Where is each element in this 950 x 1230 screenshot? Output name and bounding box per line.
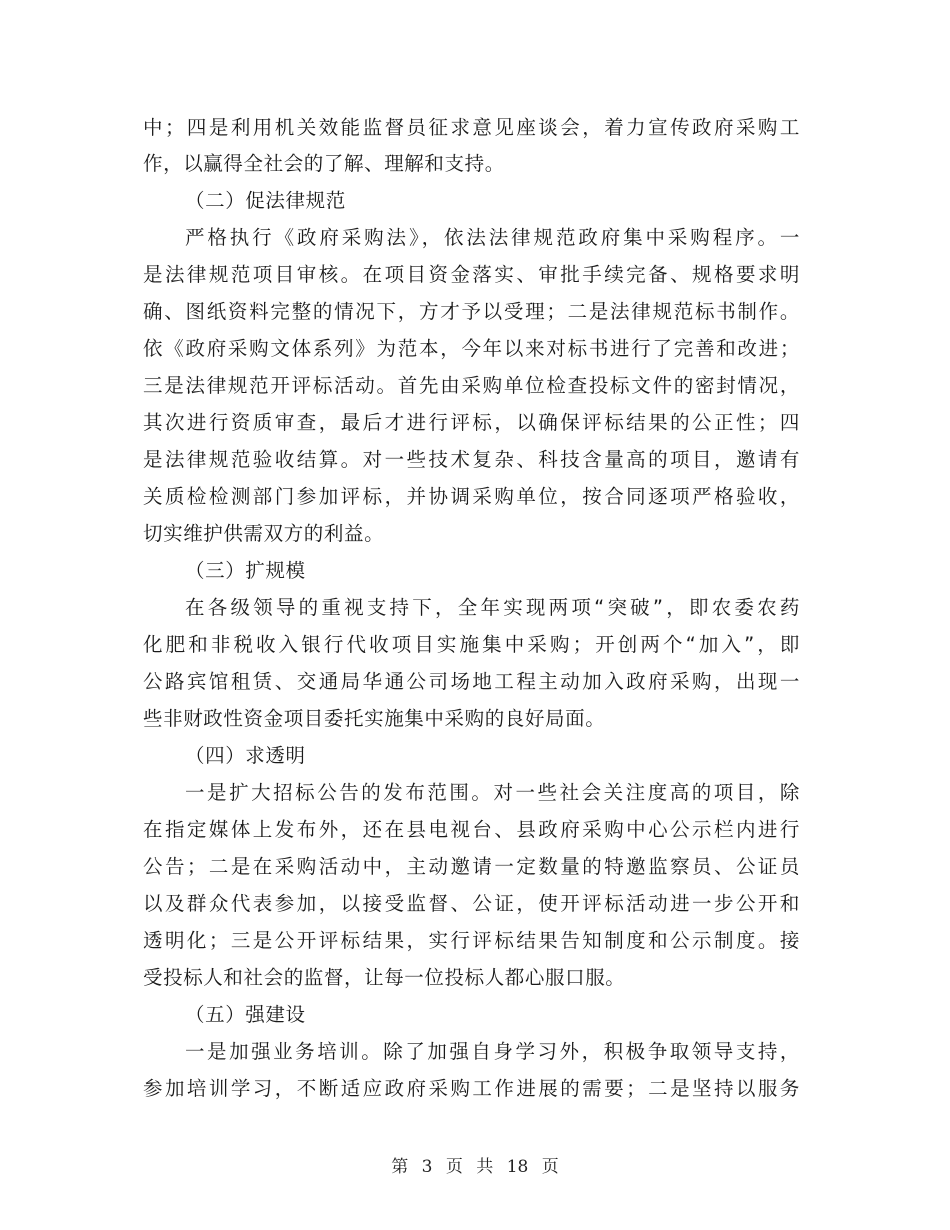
text-line: 透明化；三是公开评标结果，实行评标结果告知制度和公示制度。接 bbox=[143, 929, 800, 952]
text-line: 三是法律规范开评标活动。首先由采购单位检查投标文件的密封情况， bbox=[143, 374, 800, 397]
footer-ye: 页 bbox=[445, 1157, 463, 1177]
total-page-count: 18 bbox=[506, 1157, 529, 1177]
text-line: 受投标人和社会的监督，让每一位投标人都心服口服。 bbox=[143, 966, 626, 989]
text-line: 严格执行《政府采购法》，依法法律规范政府集中采购程序。一 bbox=[185, 226, 800, 249]
text-line: 公路宾馆租赁、交通局华通公司场地工程主动加入政府采购，出现一 bbox=[143, 670, 800, 693]
current-page-number: 3 bbox=[421, 1157, 433, 1177]
text-line: 是法律规范项目审核。在项目资金落实、审批手续完备、规格要求明 bbox=[143, 263, 800, 286]
text-line: 在各级领导的重视支持下，全年实现两项“突破”，即农委农药 bbox=[185, 596, 800, 619]
text-line: 化肥和非税收入银行代收项目实施集中采购；开创两个“加入”，即 bbox=[143, 633, 800, 656]
text-line: 确、图纸资料完整的情况下，方才予以受理；二是法律规范标书制作。 bbox=[143, 300, 800, 323]
text-line: 是法律规范验收结算。对一些技术复杂、科技含量高的项目，邀请有 bbox=[143, 448, 800, 471]
section-heading: （三）扩规模 bbox=[185, 559, 306, 582]
section-heading: （五）强建设 bbox=[185, 1003, 306, 1026]
text-line: 依《政府采购文体系列》为范本，今年以来对标书进行了完善和改进； bbox=[143, 337, 800, 360]
section-heading: （四）求透明 bbox=[185, 744, 306, 767]
text-line: 关质检检测部门参加评标，并协调采购单位，按合同逐项严格验收， bbox=[143, 485, 800, 508]
text-line: 参加培训学习，不断适应政府采购工作进展的需要；二是坚持以服务 bbox=[143, 1077, 800, 1100]
footer-gong: 共 bbox=[476, 1157, 494, 1177]
text-line: 在指定媒体上发布外，还在县电视台、县政府采购中心公示栏内进行 bbox=[143, 818, 800, 841]
page-footer bbox=[0, 1156, 950, 1178]
footer-di: 第 bbox=[391, 1157, 409, 1177]
text-line: 其次进行资质审查，最后才进行评标，以确保评标结果的公正性；四 bbox=[143, 411, 800, 434]
text-line: 一是扩大招标公告的发布范围。对一些社会关注度高的项目，除 bbox=[185, 781, 800, 804]
text-line: 些非财政性资金项目委托实施集中采购的良好局面。 bbox=[143, 707, 606, 730]
section-heading: （二）促法律规范 bbox=[185, 189, 346, 212]
footer-ye: 页 bbox=[541, 1157, 559, 1177]
text-line: 以及群众代表参加，以接受监督、公证，使开评标活动进一步公开和 bbox=[143, 892, 800, 915]
text-line: 切实维护供需双方的利益。 bbox=[143, 522, 385, 545]
text-line: 中；四是利用机关效能监督员征求意见座谈会，着力宣传政府采购工 bbox=[143, 116, 800, 139]
text-line: 一是加强业务培训。除了加强自身学习外，积极争取领导支持， bbox=[185, 1040, 800, 1063]
text-line: 公告；二是在采购活动中，主动邀请一定数量的特邀监察员、公证员 bbox=[143, 855, 800, 878]
text-line: 作，以赢得全社会的了解、理解和支持。 bbox=[143, 152, 505, 175]
